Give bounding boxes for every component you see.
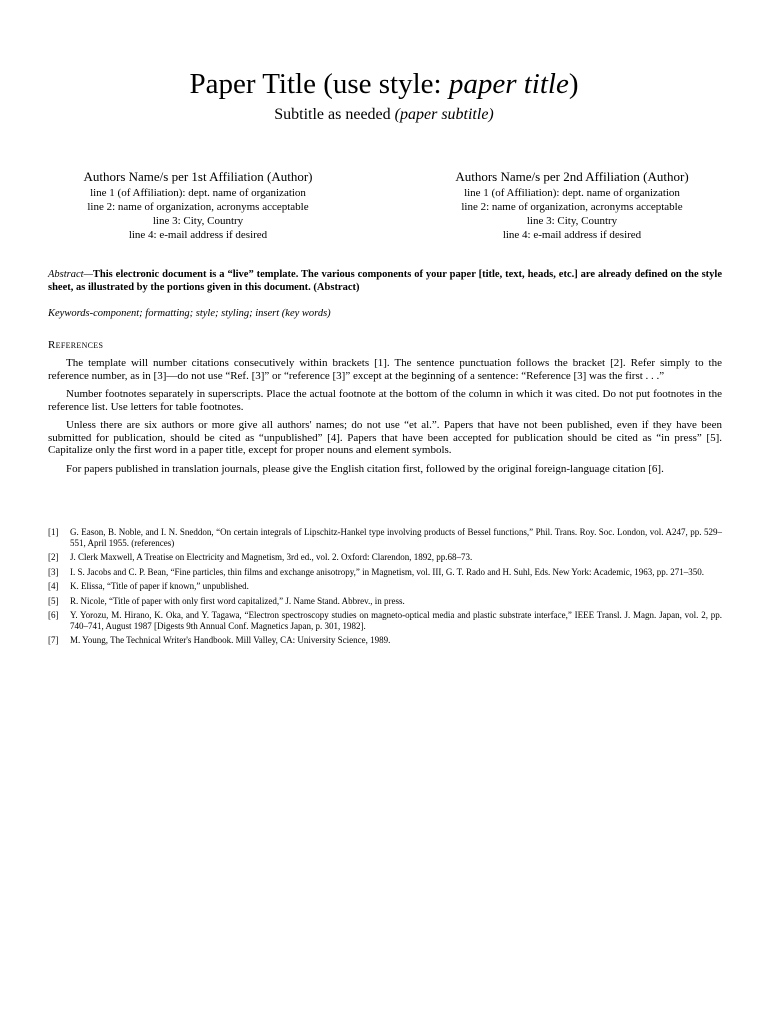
paper-title-italic: paper title <box>448 68 569 100</box>
reference-number: [2] <box>48 552 59 562</box>
reference-number: [5] <box>48 595 59 606</box>
affiliation-line-2: line 2: name of organization, acronyms acceptable <box>87 201 309 213</box>
reference-item <box>48 567 722 578</box>
abstract <box>48 268 722 294</box>
keywords: Keywords-component; formatting; style; styling; insert (key words) <box>48 308 331 319</box>
references-body-text <box>48 357 722 481</box>
abstract-text: This electronic document is a “live” template. The various components of your paper [title, text, heads, etc.] are already defined on the style sheet, as illustrated by the portions given in this document. (Abstract) <box>48 269 722 293</box>
affiliation-line-3: line 3: City, Country <box>152 215 244 227</box>
affiliation-line-3: line 3: City, Country <box>526 215 618 227</box>
paper-title-main: Paper Title (use style: <box>189 68 449 100</box>
author-name: Authors Name/s per 1st Affiliation (Author) <box>83 169 313 184</box>
affiliation-line-4: line 4: e-mail address if desired <box>502 229 642 241</box>
references-heading: References <box>48 339 104 351</box>
reference-item <box>48 552 722 563</box>
reference-number: [4] <box>48 581 59 591</box>
author-name: Authors Name/s per 2nd Affiliation (Author) <box>455 169 689 184</box>
reference-text: M. Young, The Technical Writer's Handbook. Mill Valley, CA: University Science, 1989. <box>70 635 391 645</box>
paper-title <box>0 64 768 104</box>
paper-subtitle <box>0 104 768 126</box>
reference-item <box>48 596 722 607</box>
author-affiliation-1 <box>48 168 348 242</box>
reference-number: [7] <box>48 635 59 645</box>
reference-item <box>48 527 722 548</box>
reference-list <box>48 527 722 650</box>
reference-number: [6] <box>48 610 59 620</box>
affiliation-line-1: line 1 (of Affiliation): dept. name of organization <box>90 187 306 199</box>
reference-item <box>48 635 722 646</box>
body-paragraph: For papers published in translation journals, please give the English citation first, followed by the original foreign-language citation [6]. <box>66 462 664 475</box>
author-affiliation-2 <box>422 168 722 242</box>
reference-item <box>48 610 722 631</box>
abstract-label: Abstract— <box>48 269 93 280</box>
reference-item <box>48 581 722 592</box>
body-paragraph: Number footnotes separately in superscripts. Place the actual footnote at the bottom of the column in which it was cited. Do not put footnotes in the reference list. Use letters for table footnotes. <box>48 388 722 413</box>
reference-number: [3] <box>48 566 59 577</box>
body-paragraph: Unless there are six authors or more give all authors' names; do not use “et al.”. Papers that have not been published, even if they have been submitted for publication, should be cited as “unpublished” [4]. Papers that have been accepted for publication should be cited as “in press” [5]. Capitalize only the first word in a paper title, except for proper nouns and element symbols. <box>48 419 722 456</box>
paper-title-close: ) <box>568 68 579 100</box>
affiliation-line-2: line 2: name of organization, acronyms acceptable <box>461 201 683 213</box>
reference-text: K. Elissa, “Title of paper if known,” unpublished. <box>70 581 249 591</box>
reference-text: Y. Yorozu, M. Hirano, K. Oka, and Y. Tagawa, “Electron spectroscopy studies on magneto-optical media and plastic substrate interface,” IEEE Transl. J. Magn. Japan, vol. 2, pp. 740–741, August 1987 [Digests 9th Annual Conf. Magnetics Japan, p. 301, 1982]. <box>70 610 722 631</box>
reference-text: G. Eason, B. Noble, and I. N. Sneddon, “On certain integrals of Lipschitz-Hankel type involving products of Bessel functions,” Phil. Trans. Roy. Soc. London, vol. A247, pp. 529–551, April 1955. (references) <box>70 527 722 548</box>
affiliation-line-1: line 1 (of Affiliation): dept. name of organization <box>464 187 680 199</box>
body-paragraph: The template will number citations consecutively within brackets [1]. The sentence punctuation follows the bracket [2]. Refer simply to the reference number, as in [3]—do not use “Ref. [3]” or “reference [3]” except at the beginning of a sentence: “Reference [3] was the first . . .” <box>48 357 722 382</box>
affiliation-line-4: line 4: e-mail address if desired <box>128 229 268 241</box>
authors-block <box>48 168 722 242</box>
paper-subtitle-main: Subtitle as needed <box>274 106 395 123</box>
reference-number: [1] <box>48 527 59 537</box>
reference-text: I. S. Jacobs and C. P. Bean, “Fine particles, thin films and exchange anisotropy,” in Magnetism, vol. III, G. T. Rado and H. Suhl, Eds. New York: Academic, 1963, pp. 271–350. <box>70 566 704 577</box>
reference-text: R. Nicole, “Title of paper with only first word capitalized,” J. Name Stand. Abbrev., in press. <box>70 595 405 606</box>
paper-subtitle-italic: (paper subtitle) <box>394 106 494 123</box>
reference-text: J. Clerk Maxwell, A Treatise on Electricity and Magnetism, 3rd ed., vol. 2. Oxford: Clarendon, 1892, pp.68–73. <box>70 552 473 562</box>
